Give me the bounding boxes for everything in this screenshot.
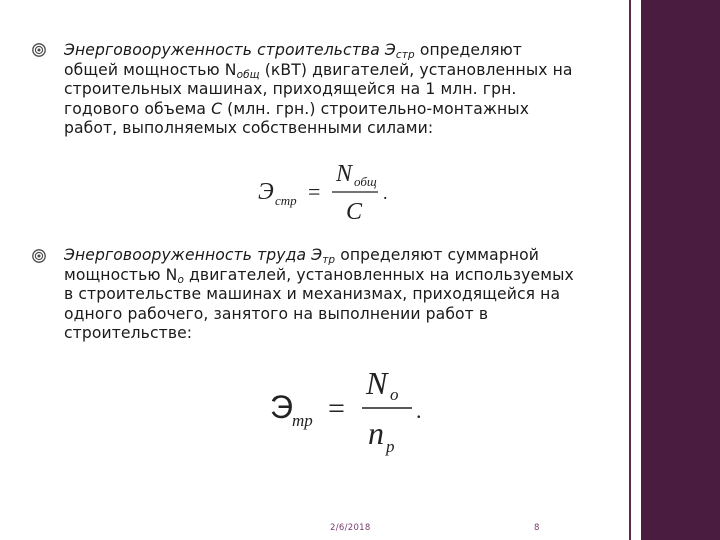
paragraph-power-ratio-labor [64, 246, 630, 344]
paragraph-line: в строительстве машинах и механизмах, приходящейся на [64, 285, 561, 304]
formula-lhs: Э [258, 179, 274, 205]
variable-c: C [211, 99, 223, 118]
formula-equals: = [328, 392, 345, 425]
text-segment: (кВТ) двигателей, установленных на [259, 60, 573, 79]
formula-period: . [383, 183, 388, 203]
formula-lhs-subscript: тр [292, 411, 313, 430]
paragraph-line [64, 61, 630, 81]
text-segment: двигателей, установленных на используемых [183, 265, 574, 284]
target-bullet-icon [31, 248, 47, 264]
footer-page-number: 8 [534, 523, 540, 533]
paragraph-line [64, 100, 630, 120]
text-segment: (млн. грн.) строительно-монтажных [222, 99, 530, 118]
paragraph-line: работ, выполняемых собственными силами: [64, 119, 434, 138]
target-bullet-icon [31, 42, 47, 58]
paragraph-line: строительных машинах, приходящейся на 1 млн. грн. [64, 80, 517, 99]
formula-denominator-subscript: p [386, 437, 395, 456]
text-segment: годового объема [64, 99, 212, 118]
formula-labor-power-ratio [262, 362, 432, 462]
formula-lhs: Э [270, 389, 293, 425]
formula-numerator: N [336, 161, 353, 187]
variable-subscript: общ [236, 68, 260, 81]
formula-denominator: C [346, 199, 363, 225]
text-segment: определяют [414, 41, 522, 59]
paragraph-line: одного рабочего, занятого на выполнении работ в [64, 304, 489, 323]
text-segment: мощностью N [64, 265, 178, 284]
formula-period: . [416, 398, 422, 423]
paragraph-line [64, 41, 630, 61]
formula-numerator-subscript: общ [354, 174, 377, 189]
text-segment: определяют суммарной [335, 246, 540, 264]
variable-subscript: о [177, 273, 184, 286]
slide-side-bar [641, 0, 720, 540]
term-heading: Энерговооруженность строительства Э [64, 41, 396, 59]
paragraph-power-ratio-construction [64, 41, 630, 139]
formula-numerator: N [366, 365, 388, 401]
term-subscript: стр [395, 49, 415, 61]
paragraph-line [64, 266, 630, 286]
footer-date: 2/6/2018 [330, 523, 371, 533]
formula-denominator: n [368, 415, 384, 451]
formula-construction-power-ratio [250, 155, 400, 229]
term-heading: Энерговооруженность труда Э [64, 246, 323, 264]
formula-equals: = [308, 179, 321, 204]
formula-numerator-subscript: o [390, 385, 399, 404]
paragraph-line [64, 246, 630, 266]
paragraph-line: строительстве: [64, 324, 193, 343]
text-segment: общей мощностью N [64, 60, 237, 79]
term-subscript: тр [322, 254, 336, 266]
formula-lhs-subscript: стр [275, 193, 297, 208]
